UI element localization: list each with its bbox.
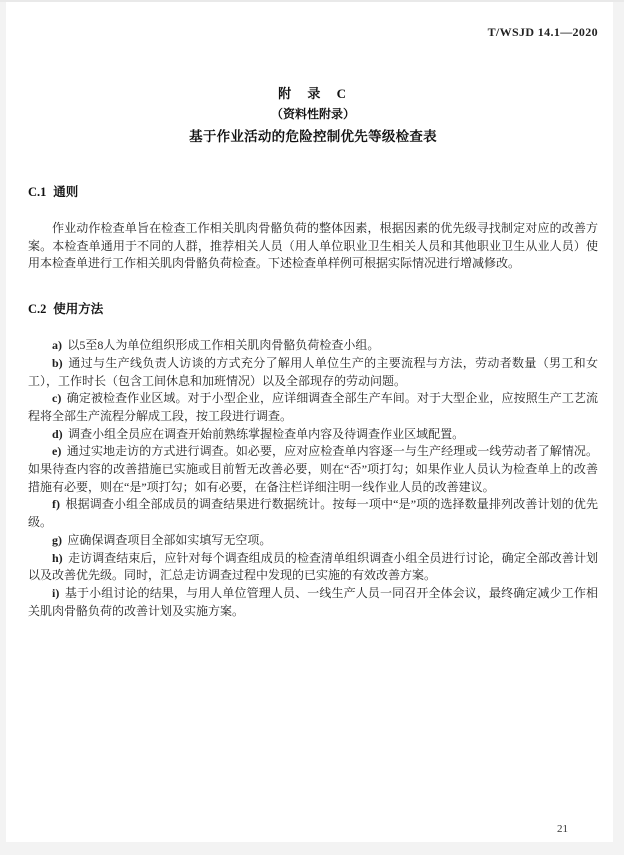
- section-c2-number: C.2: [28, 302, 47, 317]
- list-item-text: 走访调查结束后，应针对每个调查组成员的检查清单组织调查小组全员进行讨论，确定全部改善计划以及改善优先级。同时，汇总走访调查过程中发现的已实施的有效改善方案。: [28, 550, 598, 583]
- list-item-label: c): [52, 391, 62, 406]
- section-c1-body: [28, 220, 598, 273]
- list-item-text: 根据调查小组全部成员的调查结果进行数据统计。按每一项中“是”项的选择数量排列改善计划的优先级。: [28, 497, 598, 530]
- page-number: 21: [557, 823, 568, 835]
- list-item-text: 调查小组全员应在调查开始前熟练掌握检查单内容及待调查作业区域配置。: [68, 426, 465, 441]
- list-item-label: b): [52, 355, 63, 370]
- section-c2-heading: [28, 299, 598, 317]
- list-item-label: h): [52, 550, 63, 565]
- list-item: [28, 550, 598, 585]
- section-c2: [28, 299, 598, 620]
- section-c1-number: C.1: [28, 185, 47, 199]
- section-c2-list: [28, 337, 598, 620]
- list-item-label: i): [52, 585, 60, 600]
- list-item: [28, 337, 598, 355]
- list-item-text: 以5至8人为单位组织形成工作相关肌肉骨骼负荷检查小组。: [67, 338, 380, 353]
- section-c1-title: 通则: [53, 185, 79, 199]
- appendix-title-block: [28, 83, 598, 145]
- appendix-subtitle: 基于作业活动的危险控制优先等级检查表: [189, 129, 437, 144]
- list-item-text: 确定被检查作业区域。对于小型企业，应详细调查全部生产车间。对于大型企业，应按照生产工艺流程将全部生产流程分解成工段，按工段进行调查。: [28, 391, 598, 423]
- list-item: [28, 390, 598, 425]
- list-item: [28, 585, 598, 620]
- list-item-label: g): [52, 532, 62, 547]
- appendix-title: 附 录 C: [278, 86, 348, 101]
- list-item-text: 通过实地走访的方式进行调查。如必要，应对应检查单内容逐一与生产经理或一线劳动者了解情况。如果待查内容的改善措施已实施或目前暂无改善必要，则在“否”项打勾；如果作业人员认为检查单上的改善措施有必要，则在“是”项打勾；如有必要，在备注栏详细注明一线作业人员的改善建议。: [28, 444, 598, 494]
- list-item: [28, 496, 598, 531]
- appendix-type-label: （资料性附录）: [270, 107, 355, 121]
- section-c2-title: 使用方法: [53, 302, 104, 317]
- list-item-label: f): [52, 497, 60, 512]
- list-item-label: d): [52, 426, 63, 441]
- list-item-text: 通过与生产线负责人访谈的方式充分了解用人单位生产的主要流程与方法，劳动者数量（男工和女工），工作时长（包含工间休息和加班情况）以及全部现存的劳动问题。: [28, 355, 598, 388]
- section-c1: [28, 182, 598, 273]
- list-item: [28, 426, 598, 444]
- list-item-text: 基于小组讨论的结果，与用人单位管理人员、一线生产人员一同召开全体会议，最终确定减少工作相关肌肉骨骼负荷的改善计划及实施方案。: [28, 585, 598, 618]
- document-page: [6, 2, 613, 842]
- list-item-label: a): [52, 338, 62, 353]
- document-code: T/WSJD 14.1—2020: [487, 25, 598, 39]
- list-item: [28, 443, 598, 496]
- list-item: [28, 532, 598, 550]
- list-item: [28, 355, 598, 390]
- section-c1-heading: [28, 182, 598, 200]
- list-item-label: e): [52, 444, 62, 459]
- section-c1-paragraph: 作业动作检查单旨在检查工作相关肌肉骨骼负荷的整体因素，根据因素的优先级寻找制定对应的改善方案。本检查单通用于不同的人群，推荐相关人员（用人单位职业卫生相关人员和其他职业卫生从业人员）使用本检查单进行工作相关肌肉骨骼负荷检查。下述检查单样例可根据实际情况进行增减修改。: [28, 221, 598, 271]
- list-item-text: 应确保调查项目全部如实填写无空项。: [67, 532, 272, 547]
